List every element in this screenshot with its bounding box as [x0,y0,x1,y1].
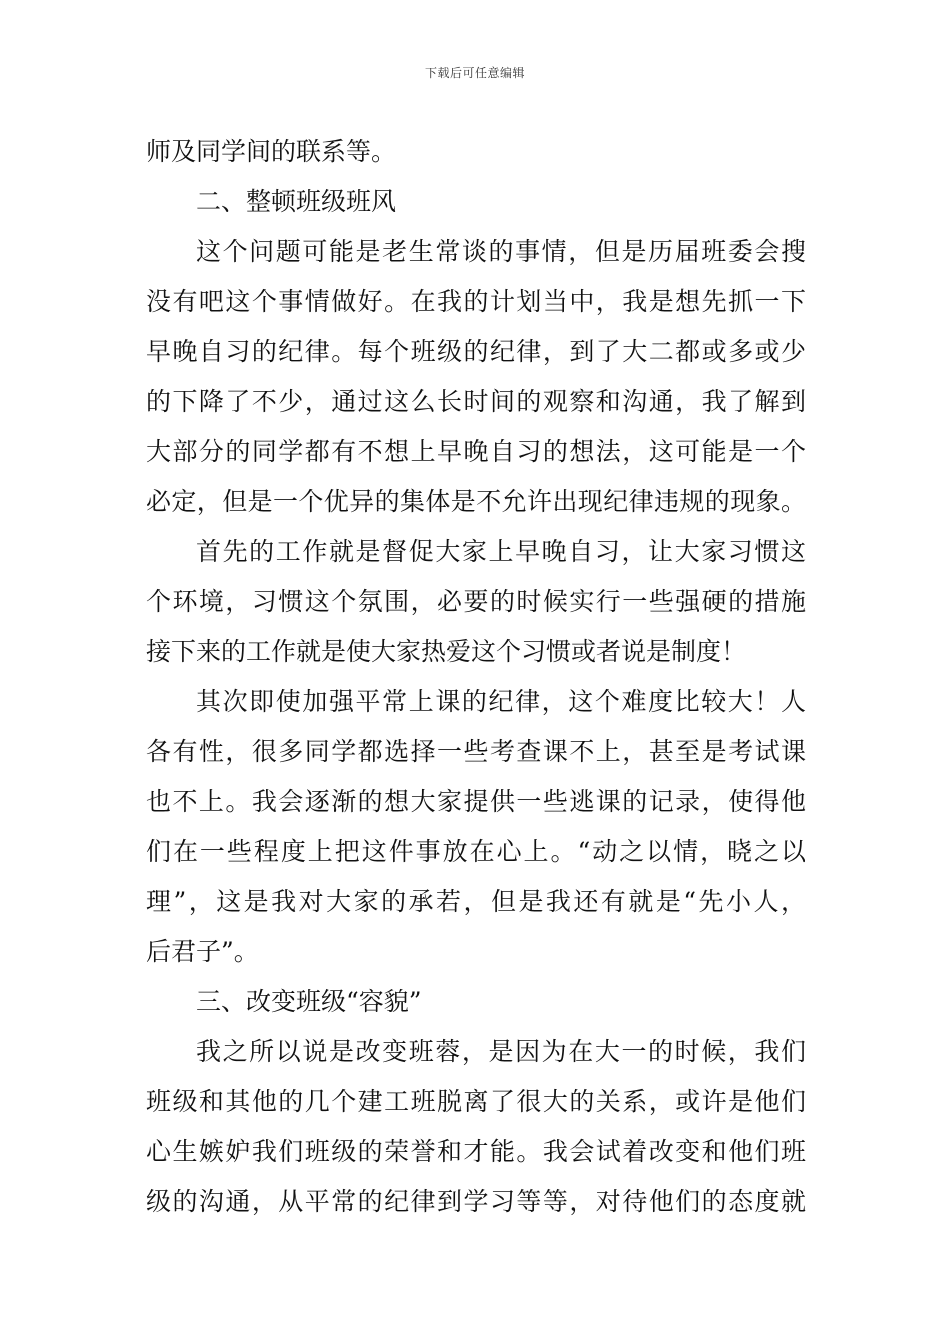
text-line: 理”，这是我对大家的承若，但是我还有就是“先小人， [146,887,806,916]
text-line: 其次即使加强平常上课的纪律，这个难度比较大！人 [196,687,806,716]
text-line: 师及同学间的联系等。 [146,137,397,166]
text-line: 也不上。我会逐渐的想大家提供一些逃课的记录，使得他 [146,787,806,816]
page-header: 下载后可任意编辑 [424,66,525,80]
text-line: 个环境，习惯这个氛围，必要的时候实行一些强硬的措施 [146,587,806,616]
text-line: 们在一些程度上把这件事放在心上。“动之以情，晓之以 [146,837,806,866]
text-line: 大部分的同学都有不想上早晚自习的想法，这可能是一个 [146,437,806,466]
text-line: 必定，但是一个优异的集体是不允许出现纪律违规的现象。 [146,487,806,516]
text-line: 这个问题可能是老生常谈的事情，但是历届班委会搜 [196,237,806,266]
text-line: 级的沟通，从平常的纪律到学习等等，对待他们的态度就 [146,1187,806,1216]
text-line: 没有吧这个事情做好。在我的计划当中，我是想先抓一下 [146,287,806,316]
text-line: 后君子”。 [146,937,259,966]
text-line: 早晚自习的纪律。每个班级的纪律，到了大二都或多或少 [146,337,806,366]
section-heading: 三、改变班级“容貌” [196,987,422,1016]
text-line: 首先的工作就是督促大家上早晚自习，让大家习惯这 [196,537,806,566]
section-heading: 二、整顿班级班风 [196,187,397,216]
text-line: 班级和其他的几个建工班脱离了很大的关系，或许是他们 [146,1087,806,1116]
text-line: 我之所以说是改变班蓉，是因为在大一的时候，我们 [196,1037,806,1066]
text-line: 各有性，很多同学都选择一些考查课不上，甚至是考试课 [146,737,806,766]
text-line: 接下来的工作就是使大家热爱这个习惯或者说是制度！ [146,637,747,666]
document-body [146,127,806,1227]
text-line: 的下降了不少，通过这么长时间的观察和沟通，我了解到 [146,387,806,416]
text-line: 心生嫉妒我们班级的荣誉和才能。我会试着改变和他们班 [146,1137,806,1166]
